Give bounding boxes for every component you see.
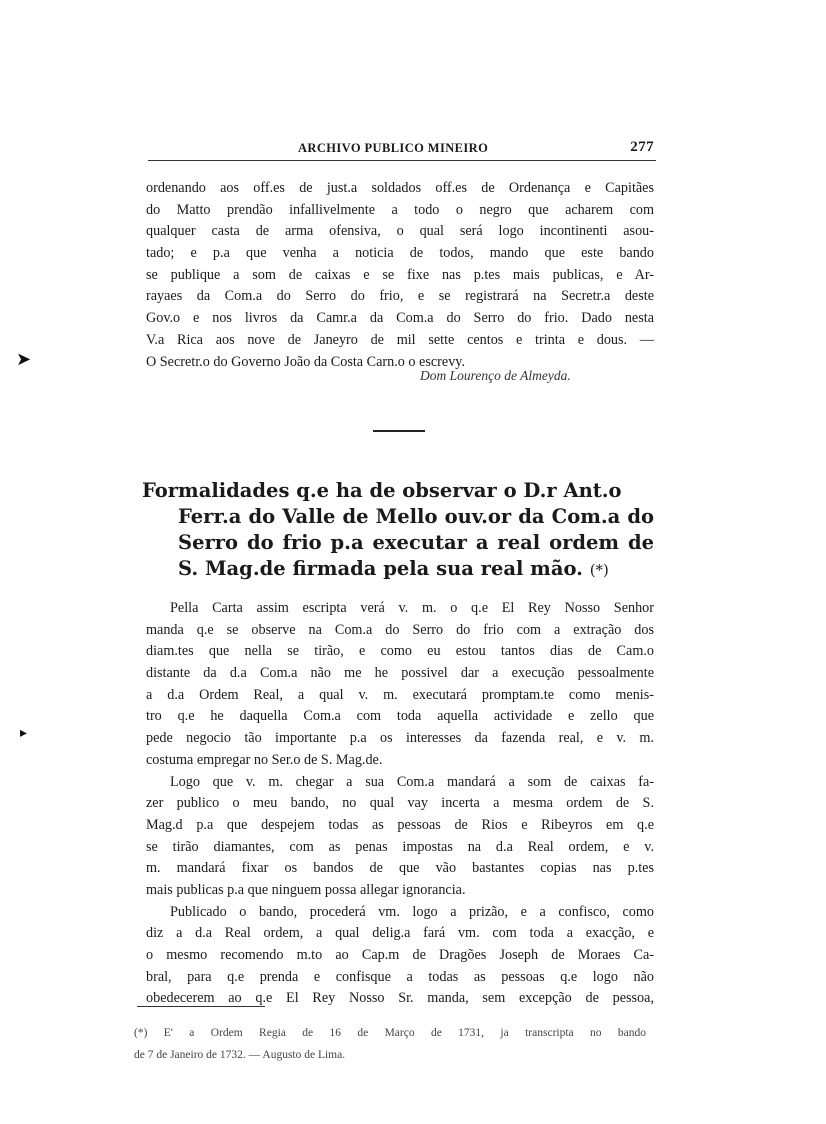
page-number: 277	[630, 139, 654, 155]
text-line: ordenando aos off.es de just.a soldados off.es de Ordenança e Capitães	[146, 180, 654, 196]
running-head-title: ARCHIVO PUBLICO MINEIRO	[298, 141, 489, 155]
running-head	[148, 139, 658, 159]
footnote-rule	[137, 1006, 265, 1007]
section-heading	[142, 478, 654, 583]
text-line: zer publico o meu bando, no qual vay incerta a mesma ordem de S.	[146, 795, 654, 812]
text-line: manda q.e se observe na Com.a do Serro do frio com a extração dos	[146, 621, 654, 638]
text-line: Pella Carta assim escripta verá v. m. o q.e El Rey Nosso Senhor	[170, 600, 654, 616]
text-line: Mag.d p.a que despejem todas as pessoas de Rios e Ribeyros em q.e	[146, 816, 654, 833]
text-line: O Secretr.o do Governo João da Costa Carn.o o escrevy.	[146, 353, 466, 370]
heading-line: Ferr.a do Valle de Mello ouv.or da Com.a do	[178, 505, 654, 528]
text-line: Publicado o bando, procederá vm. logo a prizão, e a confisco, como	[170, 903, 654, 920]
footnote-line: (*) E' a Ordem Regia de 16 de Março de 1731, ja transcripta no bando	[134, 1027, 646, 1039]
footnote	[134, 1025, 646, 1064]
text-line: V.a Rica aos nove de Janeyro de mil sette centos e trinta e dous. —	[146, 331, 654, 348]
heading-line: Formalidades q.e ha de observar o D.r Ant.o	[142, 479, 622, 502]
text-line: distante da d.a Com.a não me he possivel dar a execução pessoalmente	[146, 665, 654, 682]
text-line: bral, para q.e prenda e confisque a todas as pessoas q.e logo não	[146, 968, 654, 985]
signature: Dom Lourenço de Almeyda.	[420, 368, 571, 383]
text-line: do Matto prendão infallivelmente a todo o negro que acharem com	[146, 201, 654, 218]
footnote-reference: (*)	[589, 561, 609, 579]
margin-mark-icon: ▸	[20, 726, 28, 741]
header-rule	[148, 160, 656, 161]
paragraph-2	[146, 598, 654, 1010]
text-line: diz a d.a Real ordem, a qual delig.a fará vm. com toda a exacção, e	[146, 925, 654, 942]
heading-line-last	[142, 556, 654, 583]
text-line: mais publicas p.a que ninguem possa allegar ignorancia.	[146, 881, 466, 898]
text-line: rayaes da Com.a do Serro do frio, e se registrará na Secretr.a deste	[146, 288, 654, 305]
text-line: o mesmo recomendo m.to ao Cap.m de Dragões Joseph de Moraes Ca-	[146, 947, 654, 964]
margin-mark-icon: ➤	[16, 349, 32, 369]
footnote-line: de 7 de Janeiro de 1732. — Augusto de Lima.	[134, 1048, 346, 1061]
text-line: se publique a som de caixas e se fixe nas p.tes mais publicas, e Ar-	[146, 266, 654, 283]
text-line: qualquer casta de arma ofensiva, o qual será logo incontinenti asou-	[146, 223, 654, 240]
text-line: m. mandará fixar os bandos de que vão bastantes copias nas p.tes	[146, 860, 654, 877]
text-line: se tirão diamantes, com as penas impostas na d.a Real ordem, e v.	[146, 838, 654, 855]
heading-line: S. Mag.de firmada pela sua real mão.	[178, 557, 583, 580]
text-line: a d.a Ordem Real, a qual v. m. executará promptam.te como menis-	[146, 686, 654, 703]
text-line: pede negocio tão importante p.a os interesses da fazenda real, e v. m.	[146, 730, 654, 747]
text-line: Logo que v. m. chegar a sua Com.a mandará a som de caixas fa-	[170, 773, 654, 790]
text-line: tro q.e he daquella Com.a com toda aquella actividade e zello que	[146, 708, 654, 725]
paragraph-1	[146, 178, 654, 373]
text-line: Gov.o e nos livros da Camr.a da Com.a do Serro do frio. Dado nesta	[146, 310, 654, 327]
heading-line: Serro do frio p.a executar a real ordem de	[178, 531, 654, 554]
section-separator	[373, 430, 425, 432]
text-line: diam.tes que nella se tirão, e como eu estou tantos dias de Cam.o	[146, 643, 654, 660]
text-line: tado; e p.a que venha a noticia de todos, mando que este bando	[146, 245, 654, 262]
text-line: obedecerem ao q.e El Rey Nosso Sr. manda, sem excepção de pessoa,	[146, 990, 654, 1007]
text-line: costuma empregar no Ser.o de S. Mag.de.	[146, 751, 383, 768]
